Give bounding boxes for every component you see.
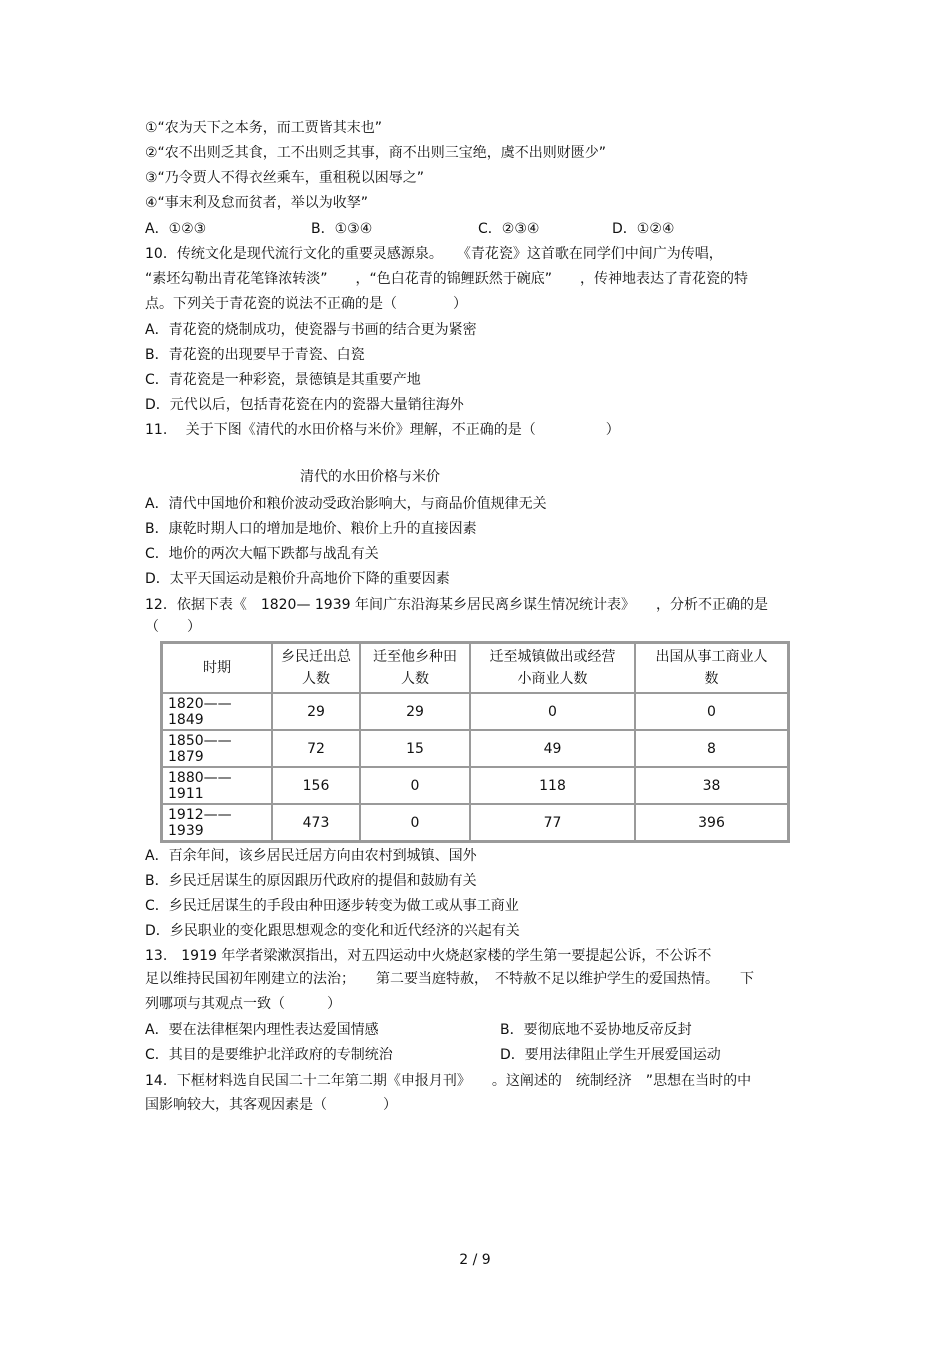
q12-option-a[interactable]: A．百余年间，该乡居民迁居方向由农村到城镇、国外 — [145, 848, 477, 864]
cell-period: 1912—— 1939 — [162, 804, 272, 841]
cell-overseas: 38 — [635, 767, 788, 804]
q9-option-d[interactable]: D．①②④ — [612, 221, 675, 237]
q12-option-b[interactable]: B．乡民迁居谋生的原因跟历代政府的提倡和鼓励有关 — [145, 873, 477, 889]
cell-total: 473 — [272, 804, 360, 841]
q14-stem-line-1: 14．下框材料选自民国二十二年第二期《申报月刊》 。这阐述的 统制经济 ”思想在当时的中 — [145, 1073, 752, 1089]
header-overseas-business: 出国从事工商业人 数 — [635, 643, 788, 693]
cell-total: 72 — [272, 730, 360, 767]
q13-option-b[interactable]: B．要彻底地不妥协地反帝反封 — [500, 1022, 692, 1038]
q11-option-a[interactable]: A．清代中国地价和粮价波动受政治影响大，与商品价值规律无关 — [145, 496, 547, 512]
q10-stem-line-3: 点。下列关于青花瓷的说法不正确的是（ ） — [145, 296, 467, 312]
q9-option-a[interactable]: A．①②③ — [145, 221, 207, 237]
q9-item-1: ①“农为天下之本务，而工贾皆其末也” — [145, 120, 383, 136]
q13-stem-line-3: 列哪项与其观点一致（ ） — [145, 996, 341, 1012]
q9-option-c[interactable]: C．②③④ — [478, 221, 540, 237]
q13-option-d[interactable]: D．要用法律阻止学生开展爱国运动 — [500, 1047, 721, 1063]
header-total-emigrants: 乡民迁出总 人数 — [272, 643, 360, 693]
header-farming-elsewhere: 迁至他乡种田 人数 — [360, 643, 470, 693]
q13-stem-line-1: 13. 1919 年学者梁漱溟指出，对五四运动中火烧赵家楼的学生第一要提起公诉，不公诉不 — [145, 948, 712, 964]
q10-stem-line-1: 10．传统文化是现代流行文化的重要灵感源泉。 《青花瓷》这首歌在同学们中间广为传唱， — [145, 246, 723, 262]
q9-item-4: ④“事末利及怠而贫者，举以为收孥” — [145, 195, 369, 211]
header-town-trade: 迁至城镇做出或经营 小商业人数 — [470, 643, 635, 693]
cell-town: 0 — [470, 693, 635, 730]
table-row — [162, 767, 788, 804]
cell-overseas: 396 — [635, 804, 788, 841]
emigration-statistics-table — [160, 641, 790, 843]
cell-period: 1880—— 1911 — [162, 767, 272, 804]
cell-farming: 0 — [360, 767, 470, 804]
header-period: 时期 — [162, 643, 272, 693]
q11-option-b[interactable]: B．康乾时期人口的增加是地价、粮价上升的直接因素 — [145, 521, 477, 537]
cell-town: 49 — [470, 730, 635, 767]
q14-stem-line-2: 国影响较大，其客观因素是（ ） — [145, 1097, 397, 1113]
cell-town: 77 — [470, 804, 635, 841]
table-header-row — [162, 643, 788, 693]
q9-item-3: ③“乃令贾人不得衣丝乘车，重租税以困辱之” — [145, 170, 425, 186]
cell-overseas: 8 — [635, 730, 788, 767]
cell-town: 118 — [470, 767, 635, 804]
cell-period: 1850—— 1879 — [162, 730, 272, 767]
q10-option-d[interactable]: D．元代以后，包括青花瓷在内的瓷器大量销往海外 — [145, 397, 464, 413]
q11-stem: 11. 关于下图《清代的水田价格与米价》理解，不正确的是（ ） — [145, 422, 620, 438]
q9-item-2: ②“农不出则乏其食，工不出则乏其事，商不出则三宝绝，虞不出则财匮少” — [145, 145, 607, 161]
page-number: 2 / 9 — [459, 1252, 491, 1268]
cell-overseas: 0 — [635, 693, 788, 730]
cell-total: 29 — [272, 693, 360, 730]
cell-farming: 29 — [360, 693, 470, 730]
cell-period: 1820—— 1849 — [162, 693, 272, 730]
q9-options — [145, 220, 845, 238]
q13-option-a[interactable]: A．要在法律框架内理性表达爱国情感 — [145, 1022, 379, 1038]
table-row — [162, 730, 788, 767]
q12-stem-line-1: 12．依据下表《 1820— 1939 年间广东沿海某乡居民离乡谋生情况统计表》 ，分析不正确的是 — [145, 597, 768, 613]
q11-figure-title: 清代的水田价格与米价 — [300, 469, 440, 485]
q10-option-b[interactable]: B．青花瓷的出现要早于青瓷、白瓷 — [145, 347, 365, 363]
q11-option-c[interactable]: C．地价的两次大幅下跌都与战乱有关 — [145, 546, 379, 562]
q12-option-c[interactable]: C．乡民迁居谋生的手段由种田逐步转变为做工或从事工商业 — [145, 898, 519, 914]
q13-option-c[interactable]: C．其目的是要维护北洋政府的专制统治 — [145, 1047, 393, 1063]
cell-farming: 0 — [360, 804, 470, 841]
cell-total: 156 — [272, 767, 360, 804]
table-row — [162, 693, 788, 730]
table-row — [162, 804, 788, 841]
q12-option-d[interactable]: D．乡民职业的变化跟思想观念的变化和近代经济的兴起有关 — [145, 923, 520, 939]
q13-stem-line-2: 足以维持民国初年刚建立的法治； 第二要当庭特赦， 不特赦不足以维护学生的爱国热情。 下 — [145, 971, 754, 987]
q10-option-c[interactable]: C．青花瓷是一种彩瓷，景德镇是其重要产地 — [145, 372, 421, 388]
cell-farming: 15 — [360, 730, 470, 767]
q10-option-a[interactable]: A．青花瓷的烧制成功，使瓷器与书画的结合更为紧密 — [145, 322, 477, 338]
q12-stem-line-2: （ ） — [145, 619, 201, 635]
q11-option-d[interactable]: D．太平天国运动是粮价升高地价下降的重要因素 — [145, 571, 450, 587]
q10-stem-line-2: “素坯勾勒出青花笔锋浓转淡” ，“色白花青的锦鲤跃然于碗底” ，传神地表达了青花瓷的特 — [145, 271, 749, 287]
q9-option-b[interactable]: B．①③④ — [311, 221, 373, 237]
